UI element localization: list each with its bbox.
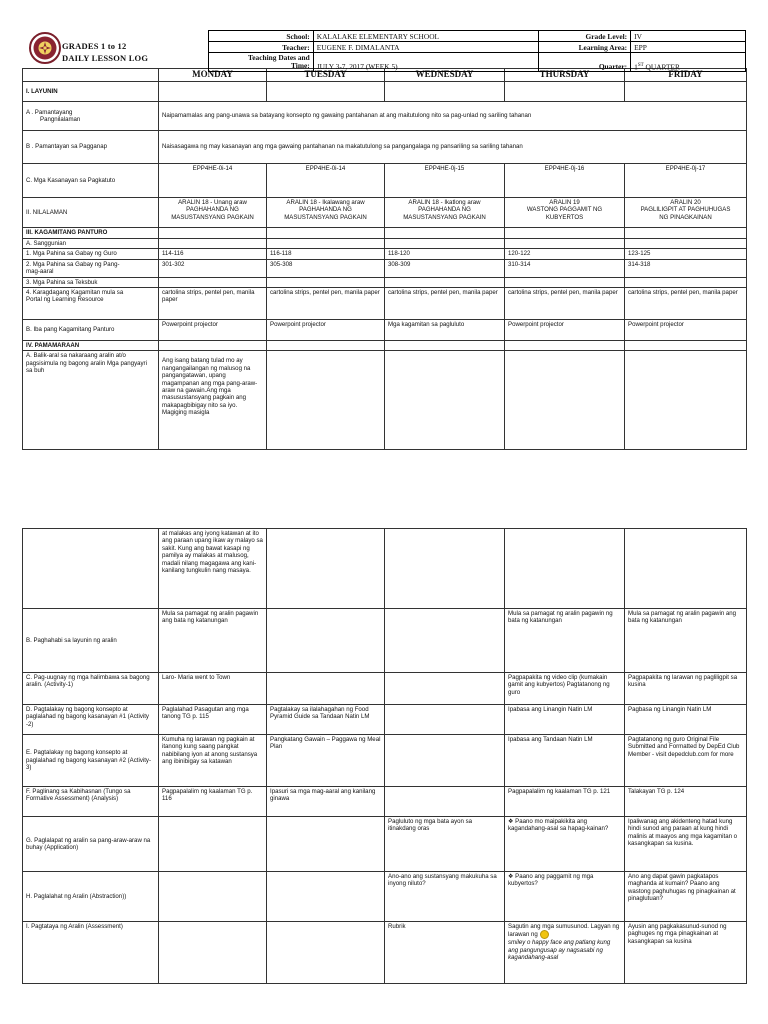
nilalaman-cell: ARALIN 20 PAGLILIGPIT AT PAGHUHUGAS NG PINAGKAINAN: [625, 198, 747, 228]
pagtalakay-2-thursday: Ipabasa ang Tandaan Natin LM: [505, 735, 625, 787]
row-label-teksbuk: 3. Mga Pahina sa Teksbuk: [23, 277, 159, 287]
day-header: FRIDAY: [625, 69, 747, 82]
teacher-label: Teacher:: [209, 42, 314, 53]
quarter-label: Quarter:: [539, 53, 631, 72]
competency-code: EPP4HE-0i-14: [159, 164, 267, 198]
pagtataya-thursday-text: Sagutin ang mga sumusunod. Lagyan ng larawan ng: [508, 923, 620, 939]
school-value: KALALAKE ELEMENTARY SCHOOL: [313, 31, 539, 42]
dates-label: [209, 53, 314, 72]
section-pamamaraan: IV. PAMAMARAAN: [23, 341, 159, 351]
page-range: 123-125: [625, 249, 747, 259]
pagtataya-wednesday: Rubrik: [385, 922, 505, 984]
lesson-table-page1: [22, 68, 747, 450]
section-kagamitang-panturo: III. KAGAMITANG PANTURO: [23, 228, 159, 239]
paglinang-friday: Talakayan TG p. 124: [625, 787, 747, 817]
materials-cell: Powerpoint projector: [505, 320, 625, 341]
diamond-bullet-icon: ❖: [508, 873, 514, 880]
paghahabi-thursday: Mula sa pamagat ng aralin pagawin ng bata ng katanungan: [505, 609, 625, 673]
school-label: School:: [209, 31, 314, 42]
dates-label-line2: Time:: [291, 61, 310, 70]
label-line: Pangnilalaman: [40, 116, 81, 123]
materials-cell: Powerpoint projector: [267, 320, 385, 341]
page-range: 305-308: [267, 259, 385, 277]
page-gap: [0, 481, 768, 528]
dates-label-line1: Teaching Dates and: [248, 52, 310, 62]
row-label-pagtalakay-2: E. Pagtalakay ng bagong konsepto at paglalahad ng bagong kasanayan #2 (Activity-3): [23, 735, 159, 787]
page-range: 118-120: [385, 249, 505, 259]
corner-cell: [23, 69, 159, 82]
row-label-paghahabi: B. Paghahabi sa layunin ng aralin: [23, 609, 159, 673]
pamantayan-sa-pagganap-text: Naisasagawa ng may kasanayan ang mga gawaing pantahanan na makatutulong sa pangangalaga ng pansariling sa sariling tahanan: [159, 131, 747, 164]
pagtataya-thursday-italic: smiley o happy face ang patlang kung ang pangungusap ay nagsasabi ng kagandahang-asal: [508, 939, 611, 962]
pag-uugnay-friday: Pagpapakita ng larawan ng pagliligpit sa kusina: [625, 673, 747, 705]
paglalapat-wednesday: Pagluluto ng mga bata ayon sa itinakdang oras: [385, 817, 505, 872]
day-header: THURSDAY: [505, 69, 625, 82]
materials-cell: Powerpoint projector: [159, 320, 267, 341]
page-two: [22, 528, 746, 984]
materials-cell: Mga kagamitan sa pagluluto: [385, 320, 505, 341]
row-label-pagtalakay-1: D. Pagtalakay ng bagong konsepto at paglalahad ng bagong kasanayan #1 (Activity -2): [23, 705, 159, 735]
paglalahat-wednesday: Ano-ano ang sustansyang makukuha sa inyong niluto?: [385, 872, 505, 922]
row-label-iba-pang-kagamitan: B. Iba pang Kagamitang Panturo: [23, 320, 159, 341]
balik-aral-monday-continued: at malakas ang iyong katawan at ito ang paraan upang ikaw ay malayo sa sakit. Kung ang bawat kasapi ng pamilya ay malakas at malusog, madali nilang magagawa ang kani-kanilang tungkulin nang masaya.: [159, 529, 267, 609]
row-label-pamantayang-pangnilalaman: [23, 102, 159, 131]
row-label-kasanayan: C. Mga Kasanayan sa Pagkatuto: [23, 164, 159, 198]
balik-aral-monday: Ang isang batang tulad mo ay nangangailangan ng malusog na pangangatawan, upang magampanan ang mga pang-araw-araw na gawain.Ang mga masusustansyang pagkain ang makapagbibigay nito sa iyo. Magiging masigla: [159, 351, 267, 450]
lesson-table-page2: [22, 528, 747, 984]
paglalahat-friday: Ano ang dapat gawin pagkatapos maghanda at kumain? Paano ang wastong paghuhugas ng pinagkainan at pinaglutuan?: [625, 872, 747, 922]
competency-code: EPP4HE-0j-17: [625, 164, 747, 198]
section-layunin: I. LAYUNIN: [23, 82, 159, 102]
row-label-pag-uugnay: C. Pag-uugnay ng mga halimbawa sa bagong aralin. (Activity-1): [23, 673, 159, 705]
page-range: 120-122: [505, 249, 625, 259]
page-range: 308-309: [385, 259, 505, 277]
row-label-paglinang: F. Paglinang sa Kabihasnan (Tungo sa Formative Assessment) (Analysis): [23, 787, 159, 817]
grade-label: Grade Level:: [539, 31, 631, 42]
row-label-nilalaman: II. NILALAMAN: [23, 198, 159, 228]
materials-cell: Powerpoint projector: [625, 320, 747, 341]
row-label-learning-resource: 4. Karagdagang Kagamitan mula sa Portal ng Learning Resource: [23, 288, 159, 320]
page-range: 314-318: [625, 259, 747, 277]
label-line: A . Pamantayang: [26, 108, 73, 116]
materials-cell: cartolina strips, pentel pen, manila paper: [159, 288, 267, 320]
nilalaman-cell: ARALIN 18 - Ikalawang araw PAGHAHANDA NG MASUSTANSYANG PAGKAIN: [267, 198, 385, 228]
page-one: [22, 26, 746, 481]
paglalapat-friday: Ipaliwanag ang akidenteng hatad kung hindi sunod ang paraan at kung hindi malinis at maayos ang mga kagamitan o kasangkapan sa kusina.: [625, 817, 747, 872]
paglalahat-thursday: [505, 872, 625, 922]
paglinang-tuesday: Ipasuri sa mga mag-aaral ang kanilang ginawa: [267, 787, 385, 817]
quarter-number: 1: [634, 62, 638, 71]
paghahabi-monday: Mula sa pamagat ng aralin pagawin ang bata ng katanungan: [159, 609, 267, 673]
day-header: TUESDAY: [267, 69, 385, 82]
pagtalakay-2-tuesday: Pangkatang Gawain – Paggawa ng Meal Plan: [267, 735, 385, 787]
competency-code: EPP4HE-0j-15: [385, 164, 505, 198]
row-label-pamantayan-sa-pagganap: B . Pamantayan sa Pagganap: [23, 131, 159, 164]
paglinang-thursday: Pagpapalalim ng kaalaman TG p. 121: [505, 787, 625, 817]
paglalapat-thursday: [505, 817, 625, 872]
page-range: 116-118: [267, 249, 385, 259]
materials-cell: cartolina strips, pentel pen, manila paper: [505, 288, 625, 320]
materials-cell: cartolina strips, pentel pen, manila paper: [267, 288, 385, 320]
nilalaman-cell: ARALIN 18 - Unang araw PAGHAHANDA NG MASUSTANSYANG PAGKAIN: [159, 198, 267, 228]
header: [22, 26, 746, 71]
pagtalakay-2-monday: Kumuha ng larawan ng pagkain at itanong kung saang pangkat nabibilang iyon at anong sustansya ang ibinibigay sa katawan: [159, 735, 267, 787]
teacher-value: EUGENE F. DIMALANTA: [313, 42, 539, 53]
competency-code: EPP4HE-0j-16: [505, 164, 625, 198]
day-header: MONDAY: [159, 69, 267, 82]
title-line-2: DAILY LESSON LOG: [62, 53, 149, 63]
pagtalakay-1-friday: Pagbasa ng Linangin Natin LM: [625, 705, 747, 735]
nilalaman-cell: ARALIN 19 WASTONG PAGGAMIT NG KUBYERTOS: [505, 198, 625, 228]
row-label-paglalapat: G. Paglalapat ng aralin sa pang-araw-araw na buhay (Application): [23, 817, 159, 872]
row-label-paglalahat: H. Paglalahat ng Aralin (Abstraction)): [23, 872, 159, 922]
pagtalakay-1-tuesday: Pagtalakay sa ilalahagahan ng Food Pyramid Guide sa Tandaan Natin LM: [267, 705, 385, 735]
dates-value: JULY 3-7, 2017 (WEEK 5): [313, 53, 539, 72]
page-range: 114-116: [159, 249, 267, 259]
diamond-bullet-icon: ❖: [508, 818, 514, 825]
pagtalakay-2-friday: Pagtatanong ng guro Original File Submitted and Formatted by DepEd Club Member - visit depedclub.com for more: [625, 735, 747, 787]
area-value: EPP: [631, 42, 746, 53]
pag-uugnay-thursday: Pagpapakita ng video clip (kumakain gamit ang kubyertos) Pagtatanong ng guro: [505, 673, 625, 705]
quarter-suffix: ST: [637, 62, 644, 68]
row-label-gabay-guro: 1. Mga Pahina sa Gabay ng Guro: [23, 249, 159, 259]
quarter-value: [631, 53, 746, 72]
day-header: WEDNESDAY: [385, 69, 505, 82]
page-range: 310-314: [505, 259, 625, 277]
paglalapat-thursday-text: Paano mo maipakikita ang kagandahang-asal sa hapag-kainan?: [508, 818, 609, 833]
quarter-text: QUARTER: [643, 62, 680, 71]
materials-cell: cartolina strips, pentel pen, manila paper: [385, 288, 505, 320]
pamantayang-pangnilalaman-text: Naipamamalas ang pang-unawa sa batayang konsepto ng gawaing pantahanan at ang maitutulong nito sa pag-unlad ng sariling tahanan: [159, 102, 747, 131]
smiley-face-icon: [540, 930, 549, 939]
pagtalakay-1-monday: Paglalahad Pasagutan ang mga tanong TG p. 115: [159, 705, 267, 735]
materials-cell: cartolina strips, pentel pen, manila paper: [625, 288, 747, 320]
pagtataya-thursday: [505, 922, 625, 984]
deped-seal-icon: [29, 32, 61, 64]
paglalahat-thursday-text: Paano ang paggamit ng mga kubyertos?: [508, 873, 594, 888]
row-label-balik-aral: A. Balik-aral sa nakaraang aralin at/o pagsisimula ng bagong aralin Mga pangyayri sa buh: [23, 351, 159, 450]
continued-label-cell: [23, 529, 159, 609]
paghahabi-friday: Mula sa pamagat ng aralin pagawin ang bata ng katanungan: [625, 609, 747, 673]
pagtataya-friday: Ayusin ang pagkakasunud-sunod ng paghuges ng mga pinagkainan at kasangkapan sa kusina: [625, 922, 747, 984]
competency-code: EPP4HE-0i-14: [267, 164, 385, 198]
school-info-table: [208, 30, 746, 72]
pagtalakay-1-thursday: Ipabasa ang Linangin Natin LM: [505, 705, 625, 735]
page-range: 301-302: [159, 259, 267, 277]
grade-value: IV: [631, 31, 746, 42]
title-line-1: GRADES 1 to 12: [62, 41, 127, 51]
row-label-pagtataya: I. Pagtataya ng Aralin (Assessment): [23, 922, 159, 984]
log-title: [62, 40, 148, 64]
paglinang-monday: Pagpapalalim ng kaalaman TG p. 116: [159, 787, 267, 817]
row-label-sanggunian: A. Sanggunian: [23, 239, 159, 249]
area-label: Learning Area:: [539, 42, 631, 53]
row-label-gabay-mag-aaral: 2. Mga Pahina sa Gabay ng Pang- mag-aaral: [23, 259, 159, 277]
pag-uugnay-monday: Laro- Maria went to Town: [159, 673, 267, 705]
nilalaman-cell: ARALIN 18 - Ikatlong araw PAGHAHANDA NG MASUSTANSYANG PAGKAIN: [385, 198, 505, 228]
